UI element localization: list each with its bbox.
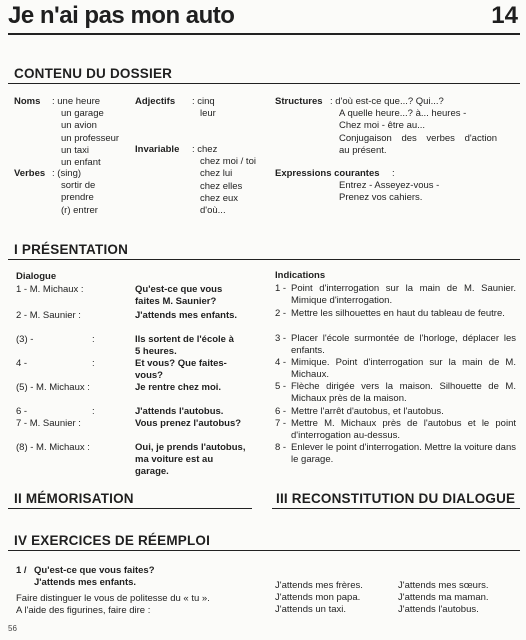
dialogue-line-6 [16,406,95,418]
adjectifs-list [192,96,216,120]
indication-text: Enlever le point d'interrogation. Mettre la voiture dans le garage. [291,442,516,466]
speaker-label: 4 - [16,358,28,369]
separator: : [92,406,95,417]
dialogue-text-7 [135,418,241,430]
exercise-phrase: J'attends mon papa. [275,592,361,604]
structure-item: Chez moi - être au... [339,120,426,132]
indication-number: 7 - [275,418,287,429]
adjectifs-label: Adjectifs [135,96,176,107]
noms-list [52,96,119,169]
speaker-label: 6 - [16,406,28,417]
dialogue-text: ma voiture est au [135,454,214,466]
dialogue-text: Qu'est-ce que vous [135,284,223,295]
indication-text: Flèche dirigée vers la maison. Silhouette de M. Michaux près de la maison. [291,381,516,405]
speaker-label: 2 - M. Saunier : [16,310,81,321]
expressions-list [339,180,439,204]
dialogue-text: faites M. Saunier? [135,296,217,308]
reconstitution-heading: III RECONSTITUTION DU DIALOGUE [276,491,516,506]
dialogue-text-3 [135,334,234,358]
adjectif-item: : cinq [192,96,215,107]
indication-number: 5 - [275,381,287,392]
structures-list [330,96,497,157]
exercise-phrase: J'attends mes sœurs. [398,580,489,591]
speaker-label: 1 - M. Michaux : [16,284,84,295]
dialogue-line-7 [16,418,81,430]
verbe-item: sortir de [61,180,96,192]
indication-number: 1 - [275,283,287,294]
structure-item: au présent. [339,144,387,156]
verbe-item: prendre [61,192,94,204]
nom-item: un taxi [61,144,89,156]
nom-item: un enfant [61,157,101,169]
dialogue-line-3 [16,334,95,346]
invariable-item: : chez [192,144,218,155]
structure-item: : d'où est-ce que...? Qui...? [330,96,444,107]
invariable-item: chez elles [200,180,243,192]
dialogue-text: Je rentre chez moi. [135,382,222,393]
exercise-phrase: J'attends ma maman. [398,592,489,604]
exercise-phrase: J'attends un taxi. [275,604,346,616]
dialogue-text-8 [135,442,245,479]
contenu-heading: CONTENU DU DOSSIER [14,66,173,81]
dialogue-text-4 [135,358,227,382]
dialogue-text-5 [135,382,221,394]
exercices-heading: IV EXERCICES DE RÉEMPLOI [14,533,211,548]
page-number: 14 [491,2,518,29]
invariable-item: chez lui [200,168,233,180]
exercise-question: Qu'est-ce que vous faites? [34,565,155,576]
presentation-rule [8,259,520,260]
indications-label: Indications [275,270,326,281]
header-rule [8,33,520,35]
indication-number: 8 - [275,442,287,453]
verbes-label: Verbes [14,168,46,179]
exercise-phrase: J'attends mes frères. [275,580,363,591]
nom-item: un professeur [61,132,120,144]
indication-number: 4 - [275,357,287,368]
memorisation-rule [8,508,252,509]
nom-item: un garage [61,108,104,120]
indication-text: Mettre M. Michaux près de l'autobus et le point d'interrogation au-dessus. [291,418,516,442]
indication-text: Placer l'école surmontée de l'horloge, déplacer les enfants. [291,333,516,357]
dialogue-text: J'attends mes enfants. [135,310,238,321]
exercise-col-2 [398,580,489,617]
dialogue-text: Ils sortent de l'école à [135,334,234,345]
exercise-col-1 [275,580,363,617]
expression-item: Prenez vos cahiers. [339,192,423,204]
page-title: Je n'ai pas mon auto [8,2,235,29]
indication-text: Mimique. Point d'interrogation sur la main de M. Michaux. [291,357,516,381]
speaker-label: (5) - M. Michaux : [16,382,90,393]
exercices-rule [8,550,520,551]
dialogue-line-5 [16,382,90,394]
structures-label: Structures [275,96,323,107]
structure-item: A quelle heure...? à... heures - [339,108,467,120]
indication-text: Mettre les silhouettes en haut du tableau de feutre. [291,308,505,319]
dialogue-text-1 [135,284,222,308]
dialogue-label: Dialogue [16,271,57,282]
dialogue-text: J'attends l'autobus. [135,406,224,417]
exercise-instruction: A l'aide des figurines, faire dire : [16,605,151,616]
dialogue-line-2 [16,310,81,322]
contenu-rule [8,83,520,84]
dialogue-line-1 [16,284,84,296]
invariable-item: d'où... [200,205,226,217]
nom-item: : une heure [52,96,101,107]
indication-number: 6 - [275,406,287,417]
reconstitution-rule [272,508,520,509]
verbes-list [52,168,98,217]
dialogue-text: Et vous? Que faites- [135,358,227,369]
speaker-label: (3) - [16,334,34,345]
exercise-answer: J'attends mes enfants. [34,577,137,588]
speaker-label: (8) - M. Michaux : [16,442,90,453]
invariable-item: chez moi / toi [200,156,256,168]
indication-number: 3 - [275,333,287,344]
speaker-label: 7 - M. Saunier : [16,418,81,429]
adjectif-item: leur [200,108,216,120]
verbe-item: : (sing) [52,168,82,179]
memorisation-heading: II MÉMORISATION [14,491,134,506]
dialogue-text: 5 heures. [135,346,177,358]
invariable-label: Invariable [135,144,180,155]
dialogue-text-6 [135,406,223,418]
verbe-item: (r) entrer [61,204,98,216]
indication-text: Mettre l'arrêt d'autobus, et l'autobus. [291,406,444,417]
expressions-label: Expressions courantes [275,168,380,179]
noms-label: Noms [14,96,41,107]
expressions-colon: : [392,168,395,179]
nom-item: un avion [61,120,97,132]
dialogue-text: Vous prenez l'autobus? [135,418,242,429]
expression-item: Entrez - Asseyez-vous - [339,180,440,191]
exercise-phrase: J'attends l'autobus. [398,604,479,616]
dialogue-line-4 [16,358,95,370]
dialogue-line-8 [16,442,90,454]
invariable-list [192,144,256,217]
indication-number: 2 - [275,308,287,319]
dialogue-text: vous? [135,370,163,382]
separator: : [92,358,95,369]
separator: : [92,334,95,345]
dialogue-text: garage. [135,466,169,478]
indication-text: Point d'interrogation sur la main de M. Saunier. Mimique d'interrogation. [291,283,516,307]
exercise-instruction: Faire distinguer le vous de politesse du « tu ». [16,593,210,604]
dialogue-text: Oui, je prends l'autobus, [135,442,246,453]
footer-page-number: 56 [8,624,17,633]
exercise-number: 1 / [16,565,27,576]
structure-item: Conjugaison des verbes d'action [339,132,498,144]
presentation-heading: I PRÉSENTATION [14,242,129,257]
invariable-item: chez eux [200,192,239,204]
dialogue-text-2 [135,310,237,322]
